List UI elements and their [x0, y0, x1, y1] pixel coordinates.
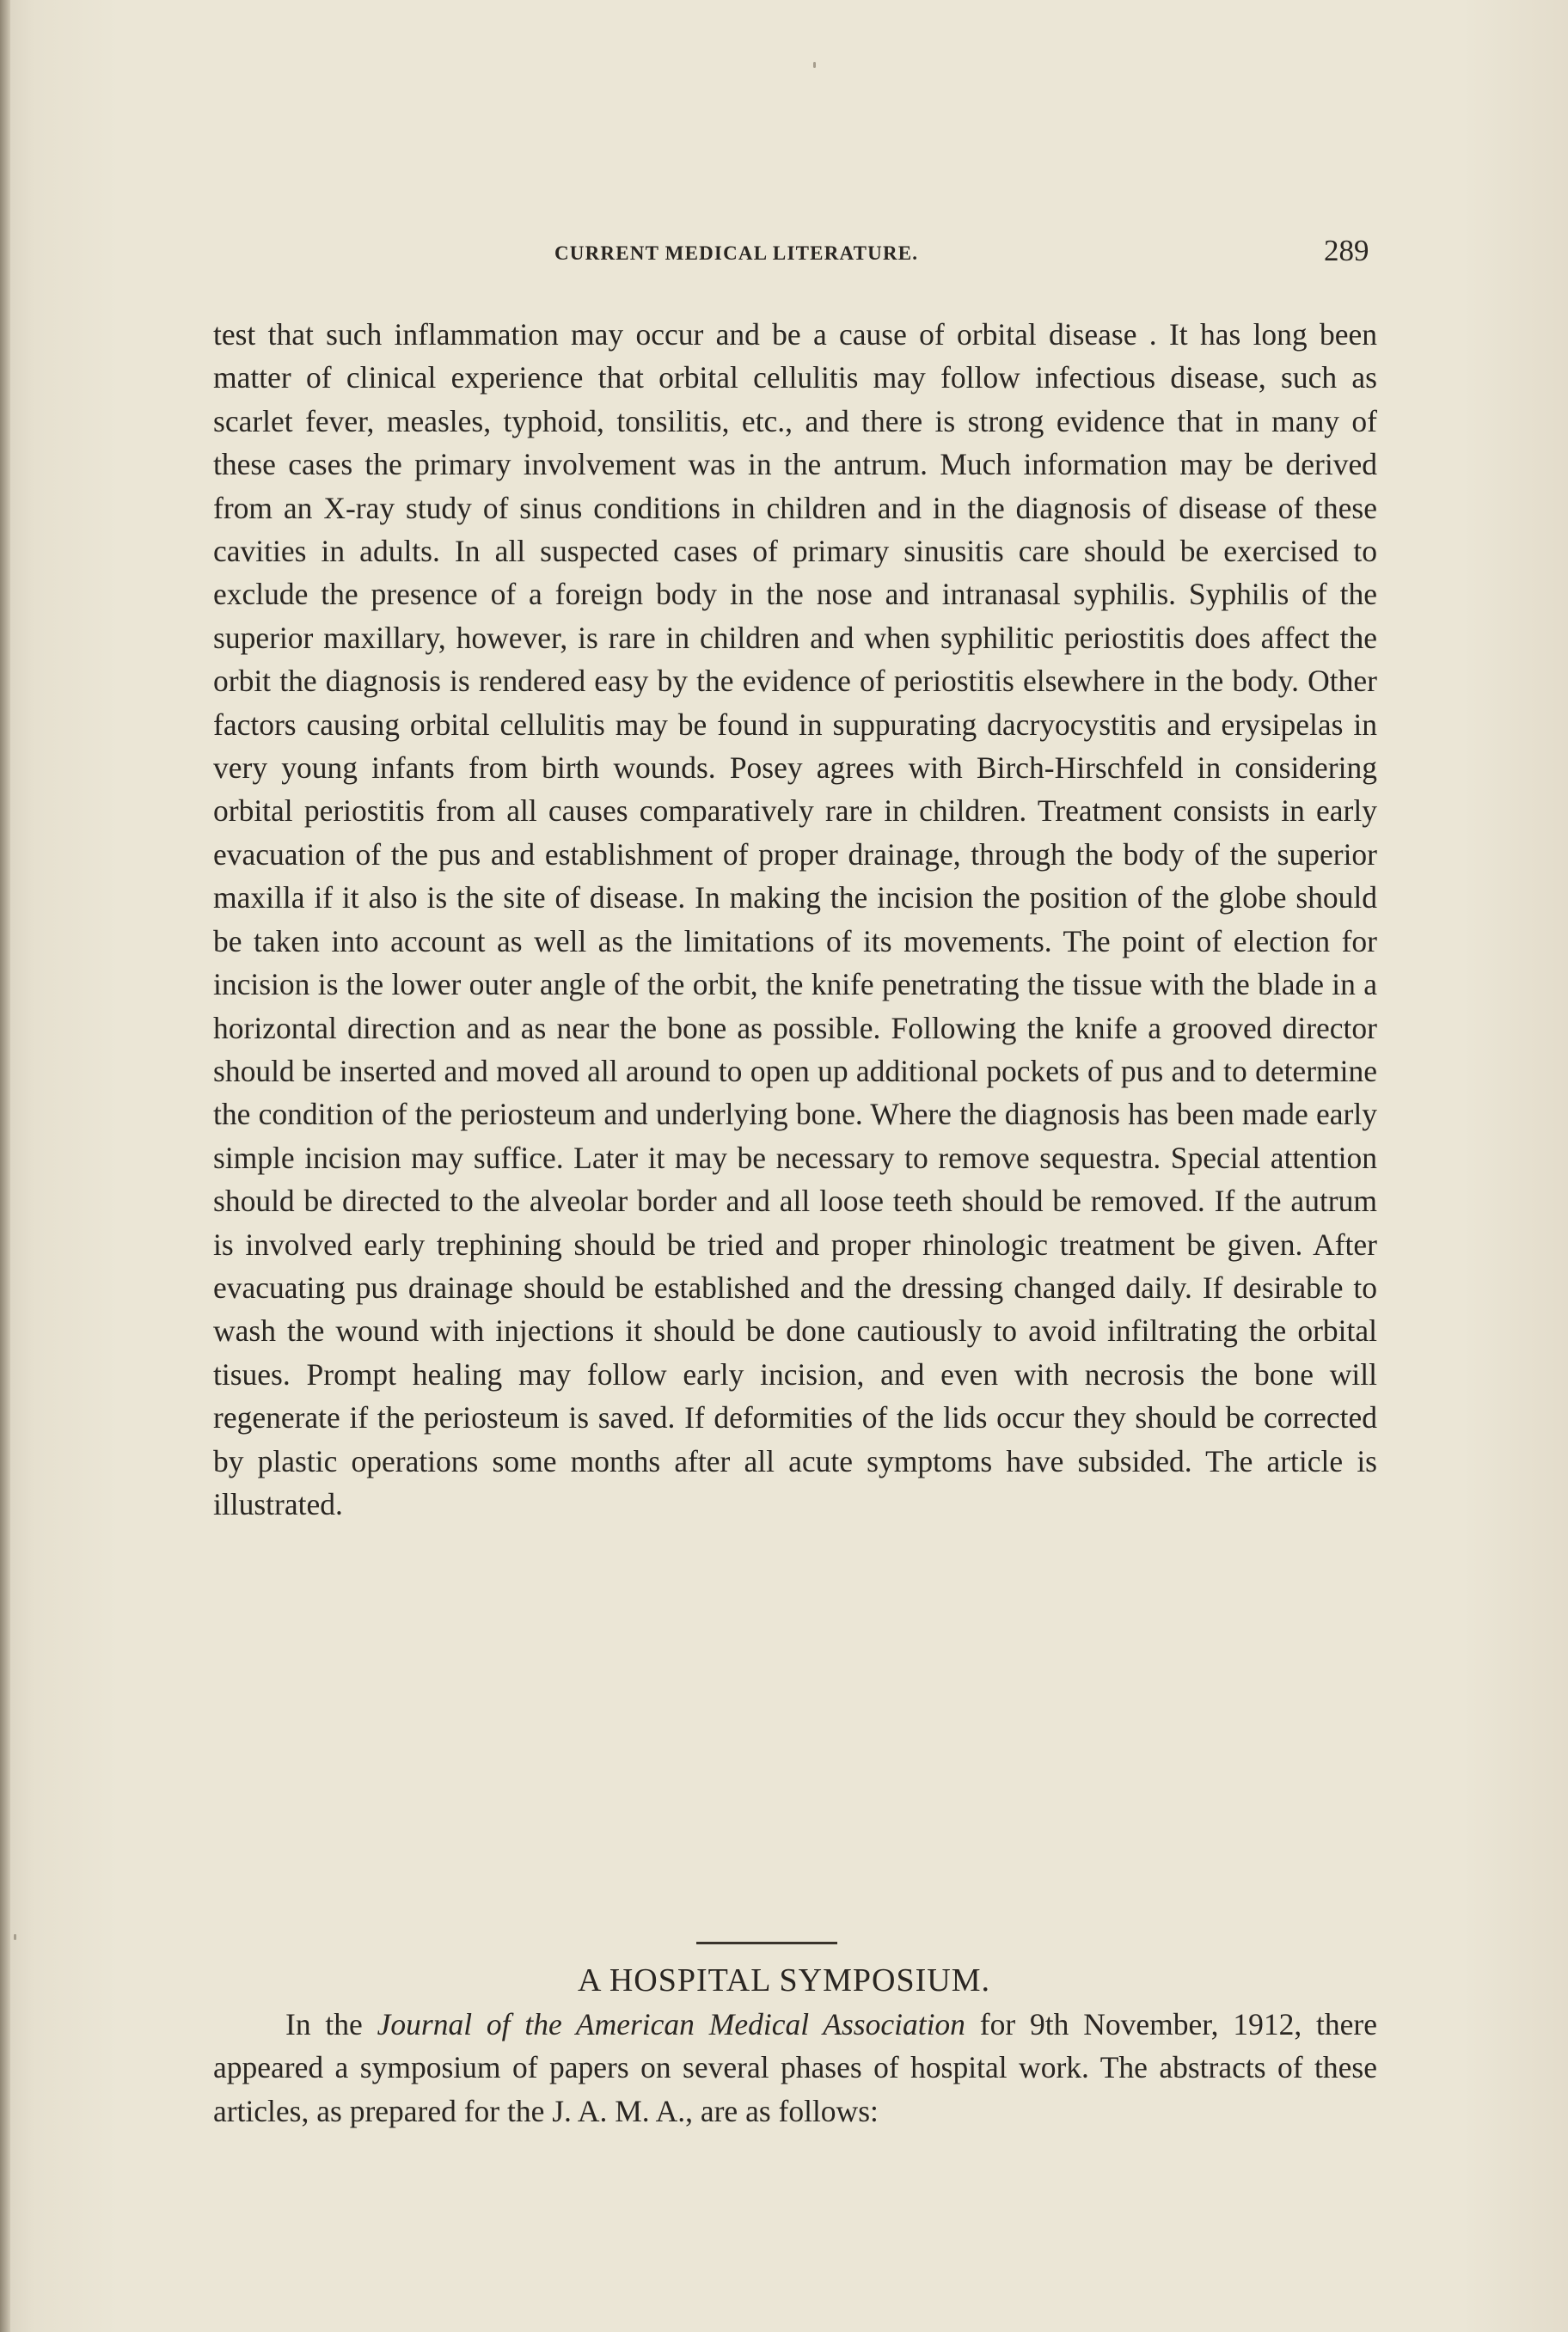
section-paragraph [213, 2003, 1377, 2133]
section-title: A HOSPITAL SYMPOSIUM. [577, 1962, 991, 1998]
body-paragraph: test that such inflammation may occur and be a cause of orbital disease . It has long been matter of clinical experience that orbital cellulitis may follow infectious disease, such as scarlet fever, measles, typhoid, tonsilitis, etc., and there is strong evidence that in many of these cases the primary involvement was in the antrum. Much information may be derived from an X-ray study of sinus conditions in children and in the diagnosis of disease of these cavities in adults. In all suspected cases of primary sinusitis care should be exercised to exclude the presence of a foreign body in the nose and intranasal syphilis. Syphilis of the superior maxillary, however, is rare in children and when syphilitic periostitis does affect the orbit the diagnosis is rendered easy by the evidence of periostitis elsewhere in the body. Other factors causing orbital cellulitis may be found in suppurating dacryocystitis and erysipelas in very young infants from birth wounds. Posey agrees with Birch-Hirschfeld in considering orbital periostitis from all causes comparatively rare in children. Treatment consists in early evacuation of the pus and establishment of proper drainage, through the body of the superior maxilla if it also is the site of disease. In making the incision the position of the globe should be taken into account as well as the limitations of its movements. The point of election for incision is the lower outer angle of the orbit, the knife penetrating the tissue with the blade in a horizontal direction and as near the bone as possible. Following the knife a grooved director should be inserted and moved all around to open up additional pockets of pus and to determine the condition of the periosteum and underlying bone. Where the diagnosis has been made early simple incision may suffice. Later it may be necessary to remove sequestra. Special attention should be directed to the alveolar border and all loose teeth should be removed. If the autrum is involved early trephining should be tried and proper rhinologic treatment be given. After evacuating pus drainage should be established and the dressing changed daily. If desirable to wash the wound with injections it should be done cautiously to avoid infiltrating the orbital tisues. Prompt healing may follow early incision, and even with necrosis the bone will regenerate if the periosteum is saved. If deformities of the lids occur they should be corrected by plastic operations some months after all acute symptoms have subsided. The article is illustrated. [213, 317, 1377, 1521]
paper-speck [14, 1934, 16, 1940]
intro-after: for 9th November, 1912, there appeared a symposium of papers on several phases of hospital work. The abstracts of these articles, as prepared for the J. A. M. A., are as follows: [213, 2007, 1377, 2128]
journal-name: Journal of the American Medical Association [377, 2007, 965, 2041]
running-head: CURRENT MEDICAL LITERATURE. [554, 242, 919, 264]
section-body [213, 2003, 1377, 2133]
page-header [0, 234, 1568, 277]
paper-speck [813, 62, 816, 68]
body-text [213, 313, 1377, 1526]
intro-before: In the [285, 2007, 377, 2041]
section-divider [696, 1942, 837, 1944]
page-number: 289 [1324, 234, 1369, 267]
